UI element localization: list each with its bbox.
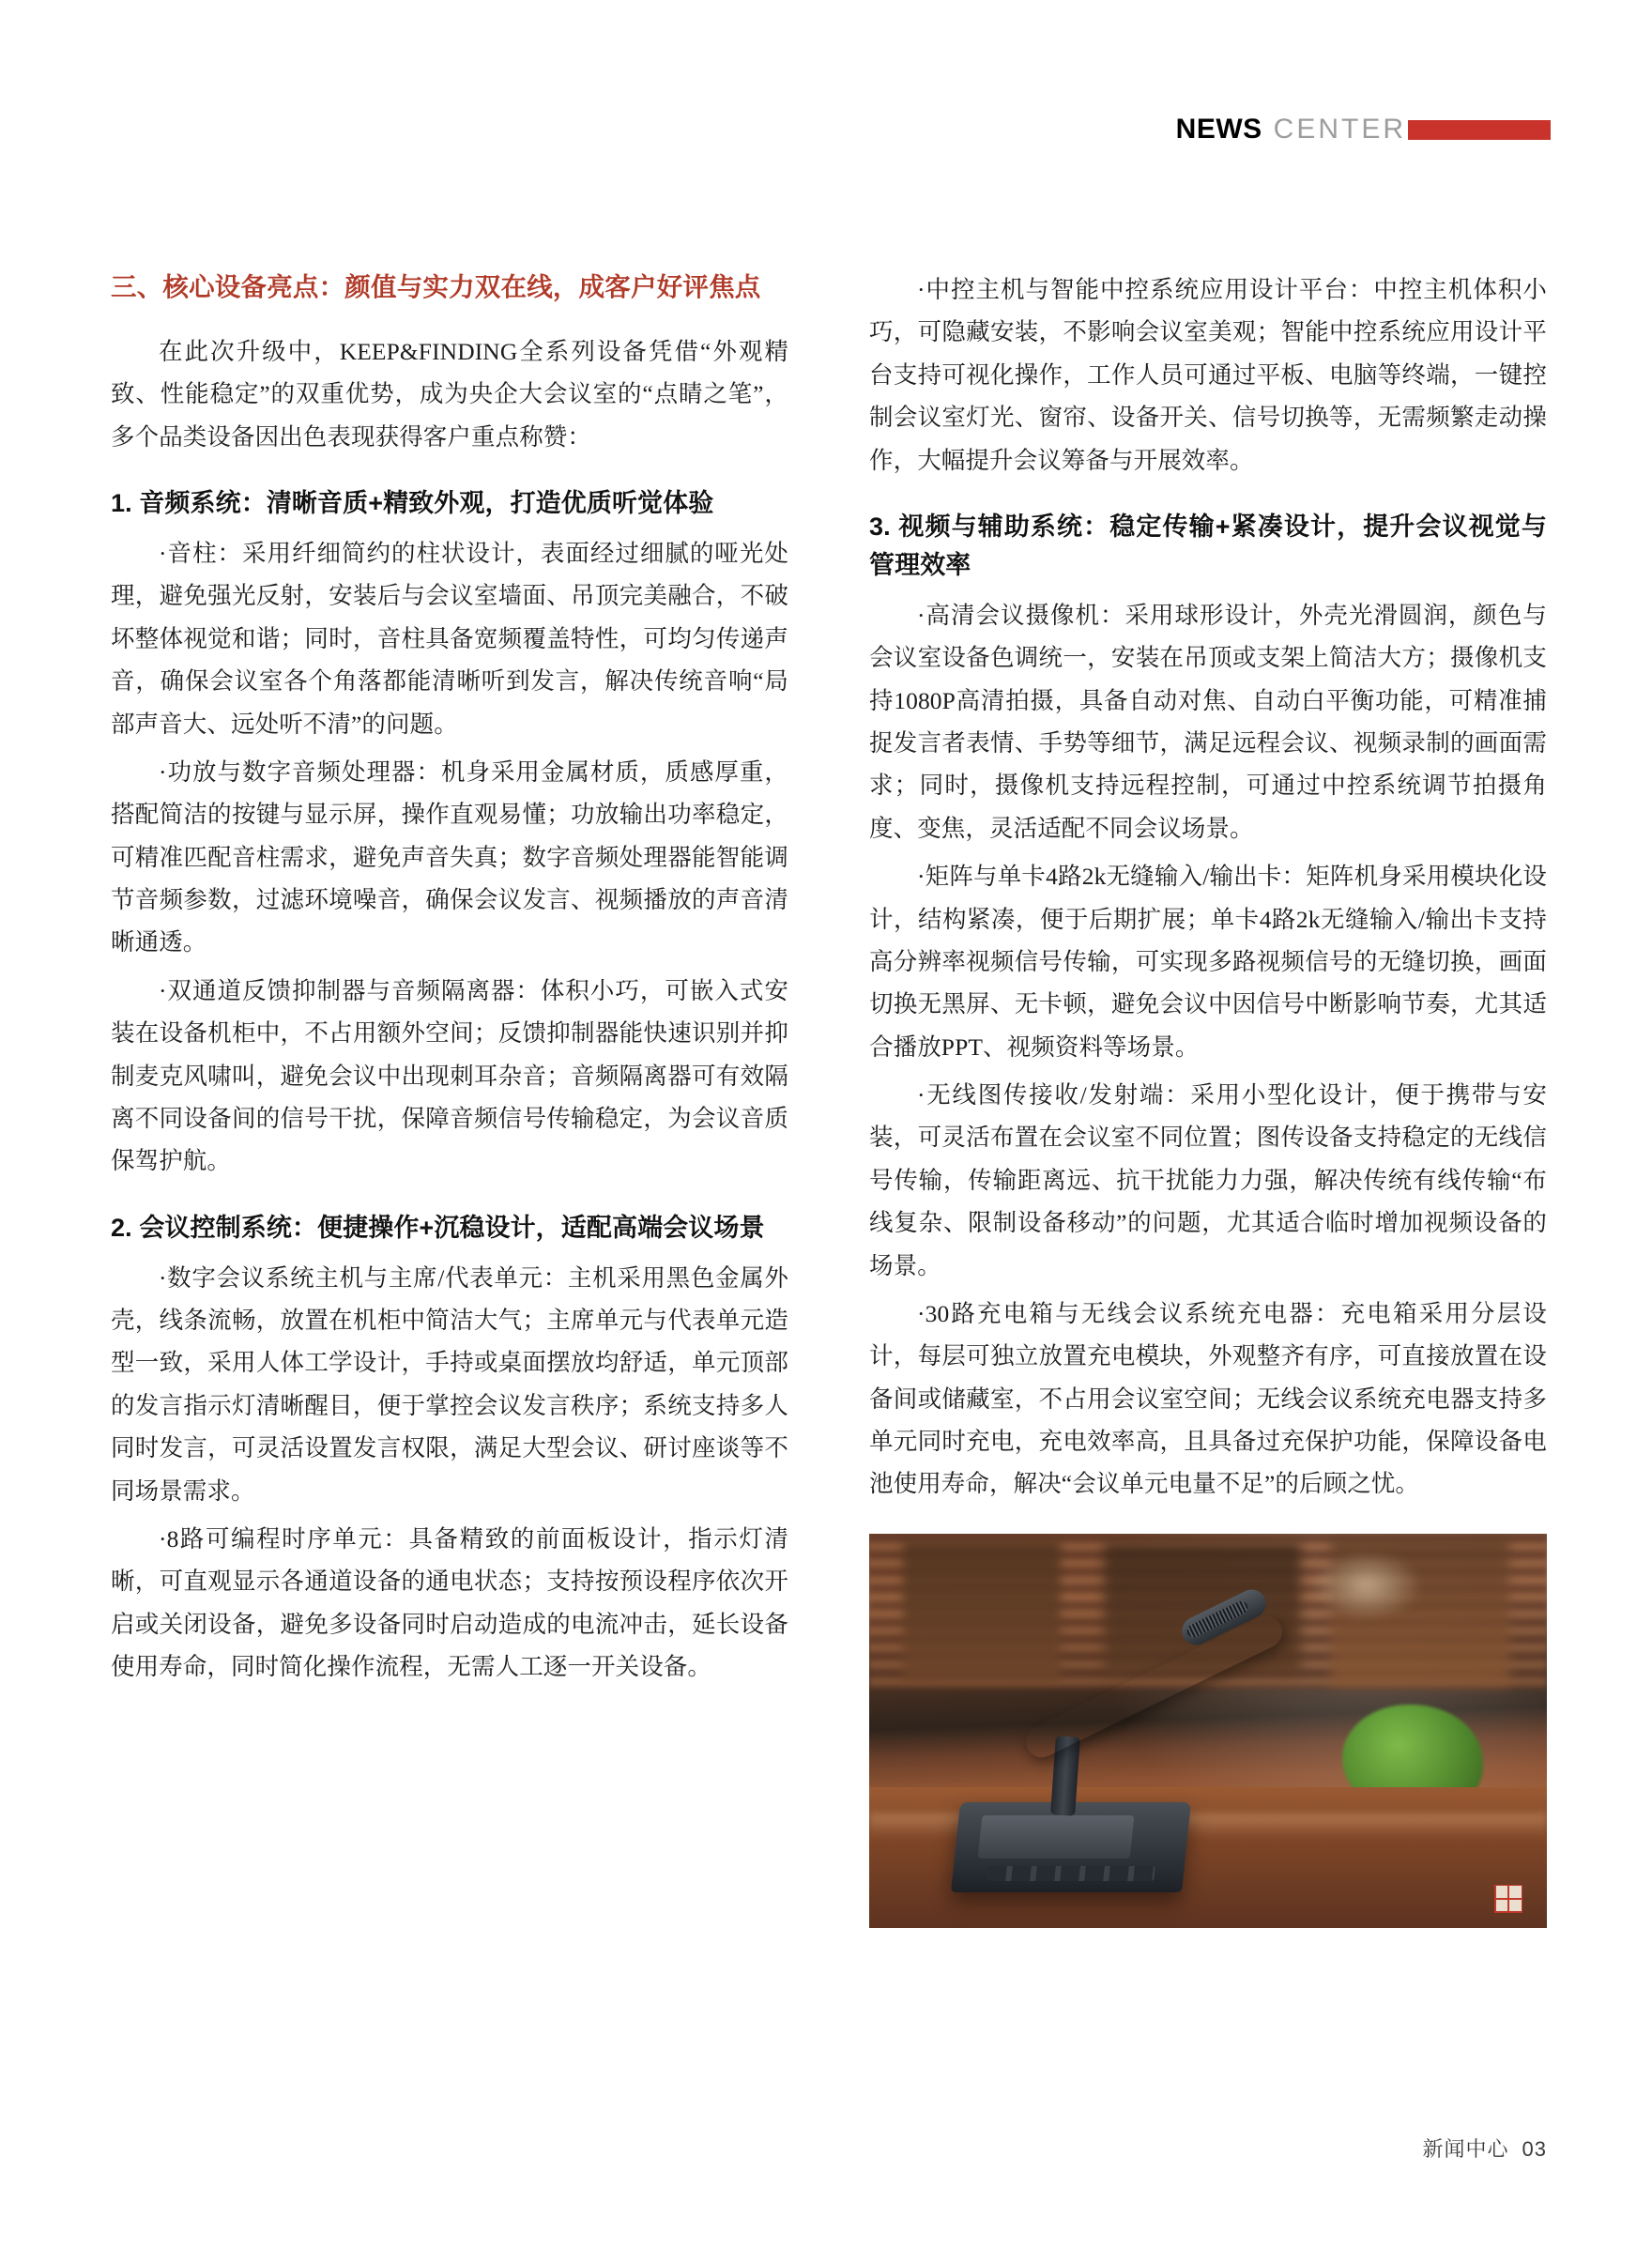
- page-masthead: [1176, 111, 1551, 148]
- subheading-conference-control: 2. 会议控制系统：便捷操作+沉稳设计，适配高端会议场景: [111, 1213, 765, 1242]
- photo-background-panel-left: [903, 1541, 1061, 1682]
- left-column: [111, 268, 788, 1928]
- photo-canvas: [869, 1534, 1547, 1928]
- bullet-sequencer-unit: ·8路可编程时序单元：具备精致的前面板设计，指示灯清晰，可直观显示各通道设备的通电状态；支持按预设程序依次开启或关闭设备，避免多设备同时启动造成的电流冲击，延长设备使用寿命，同时简化操作流程，无需人工逐一开关设备。: [111, 1524, 788, 1681]
- bullet-conference-host-units: ·数字会议系统主机与主席/代表单元：主机采用黑色金属外壳，线条流畅，放置在机柜中简洁大气；主席单元与代表单元造型一致，采用人体工学设计，手持或桌面摆放均舒适，单元顶部的发言指示灯清晰醒目，便于掌控会议发言秩序；系统支持多人同时发言，可灵活设置发言权限，满足大型会议、研讨座谈等不同场景需求。: [111, 1263, 788, 1505]
- bullet-charging-cabinet: ·30路充电箱与无线会议系统充电器：充电箱采用分层设计，每层可独立放置充电模块，外观整齐有序，可直接放置在设备间或储藏室，不占用会议室空间；无线会议系统充电器支持多单元同时充电，充电效率高，且具备过充保护功能，保障设备电池使用寿命，解决“会议单元电量不足”的后顾之忧。: [869, 1299, 1547, 1498]
- bullet-wireless-transmitter: ·无线图传接收/发射端：采用小型化设计，便于携带与安装，可灵活布置在会议室不同位置；图传设备支持稳定的无线信号传输，传输距离远、抗干扰能力力强，解决传统有线传输“布线复杂、限制设备移动”的问题，尤其适合临时增加视频设备的场景。: [869, 1081, 1547, 1279]
- masthead-accent-bar: [1408, 120, 1551, 140]
- conference-microphone-photo: [869, 1534, 1547, 1928]
- photo-microphone-buttons: [987, 1866, 1155, 1881]
- footer-section-label: 新闻中心: [1422, 2137, 1509, 2161]
- photo-microphone-display: [978, 1815, 1135, 1859]
- bullet-sound-column: ·音柱：采用纤细简约的柱状设计，表面经过细腻的哑光处理，避免强光反射，安装后与会议室墙面、吊顶完美融合，不破坏整体视觉和谐；同时，音柱具备宽频覆盖特性，可均匀传递声音，确保会议室各个角落都能清晰听到发言，解决传统音响“局部声音大、远处听不清”的问题。: [111, 540, 788, 738]
- bullet-hd-camera: ·高清会议摄像机：采用球形设计，外壳光滑圆润，颜色与会议室设备色调统一，安装在吊顶或支架上简洁大方；摄像机支持1080P高清拍摄，具备自动对焦、自动白平衡功能，可精准捕捉发言者表情、手势等细节，满足远程会议、视频录制的画面需求；同时，摄像机支持远程控制，可通过中控系统调节拍摄角度、变焦，灵活适配不同会议场景。: [869, 601, 1547, 842]
- seal-icon: [1494, 1885, 1522, 1913]
- article-columns: [111, 268, 1547, 1928]
- subheading-video-aux-system: 3. 视频与辅助系统：稳定传输+紧凑设计，提升会议视觉与管理效率: [869, 512, 1547, 579]
- photo-background-light: [1310, 1551, 1423, 1620]
- section-title: 三、核心设备亮点：颜值与实力双在线，成客户好评焦点: [111, 272, 761, 301]
- intro-paragraph: 在此次升级中，KEEP&FINDING全系列设备凭借“外观精致、性能稳定”的双重优势，成为央企大会议室的“点睛之笔”，多个品类设备因出色表现获得客户重点称赞：: [111, 337, 788, 451]
- bullet-amplifier-dsp: ·功放与数字音频处理器：机身采用金属材质，质感厚重，搭配简洁的按键与显示屏，操作直观易懂；功放输出功率稳定，可精准匹配音柱需求，避免声音失真；数字音频处理器能智能调节音频参数，过滤环境噪音，确保会议发言、视频播放的声音清晰通透。: [111, 757, 788, 956]
- right-column: [869, 268, 1547, 1928]
- bullet-feedback-suppressor: ·双通道反馈抑制器与音频隔离器：体积小巧，可嵌入式安装在设备机柜中，不占用额外空间；反馈抑制器能快速识别并抑制麦克风啸叫，避免会议中出现刺耳杂音；音频隔离器可有效隔离不同设备间的信号干扰，保障音频信号传输稳定，为会议音质保驾护航。: [111, 976, 788, 1175]
- subheading-audio-system: 1. 音频系统：清晰音质+精致外观，打造优质听觉体验: [111, 489, 714, 517]
- bullet-central-control-host: ·中控主机与智能中控系统应用设计平台：中控主机体积小巧，可隐藏安装，不影响会议室美观；智能中控系统应用设计平台支持可视化操作，工作人员可通过平板、电脑等终端，一键控制会议室灯光、窗帘、设备开关、信号切换等，无需频繁走动操作，大幅提升会议筹备与开展效率。: [869, 276, 1547, 474]
- bullet-matrix-io-card: ·矩阵与单卡4路2k无缝输入/输出卡：矩阵机身采用模块化设计，结构紧凑，便于后期扩展；单卡4路2k无缝输入/输出卡支持高分辨率视频信号传输，可实现多路视频信号的无缝切换，画面切换无黑屏、无卡顿，避免会议中因信号中断影响节奏，尤其适合播放PPT、视频资料等场景。: [869, 863, 1547, 1061]
- masthead-brand-secondary: CENTER: [1273, 114, 1406, 145]
- masthead-brand-primary: NEWS: [1175, 114, 1262, 145]
- footer-page-number: 03: [1522, 2137, 1547, 2161]
- photo-watermark-stamp: [1494, 1885, 1522, 1913]
- page-footer: [1423, 2134, 1548, 2163]
